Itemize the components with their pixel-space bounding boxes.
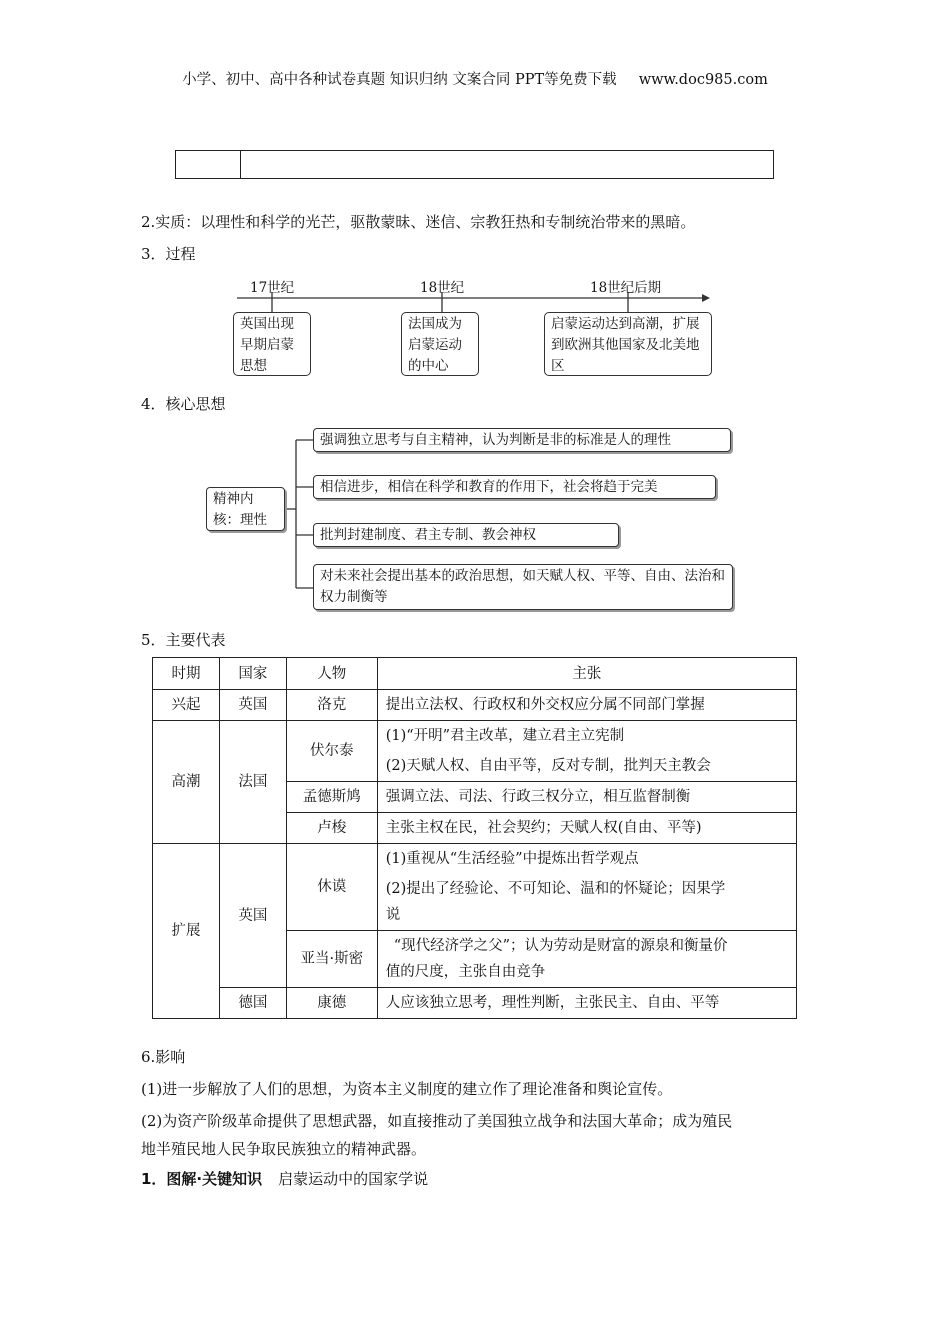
core-item-3: 批判封建制度、君主专制、教会神权 — [313, 523, 619, 547]
influence-title: 6.影响 — [141, 1048, 186, 1066]
essence-text: 2.实质：以理性和科学的光芒，驱散蒙昧、迷信、宗教狂热和专制统治带来的黑暗。 — [141, 213, 696, 231]
diagram-label: 1．图解·关键知识 — [141, 1170, 263, 1188]
period-cell: 高潮 — [153, 721, 220, 844]
person-cell: 卢梭 — [286, 813, 377, 844]
influence-p1: (1)进一步解放了人们的思想，为资本主义制度的建立作了理论准备和舆论宣传。 — [141, 1080, 673, 1098]
claim-cell — [377, 931, 796, 988]
person-cell: 伏尔泰 — [286, 721, 377, 782]
claim-cell: 主张主权在民，社会契约；天赋人权(自由、平等) — [377, 813, 796, 844]
claim-cell — [377, 721, 796, 782]
header-period: 时期 — [153, 658, 220, 690]
influence-p2a: (2)为资产阶级革命提供了思想武器，如直接推动了美国独立战争和法国大革命；成为殖民 — [141, 1112, 733, 1130]
country-cell: 德国 — [219, 988, 286, 1019]
core-root: 精神内核：理性 — [206, 487, 285, 531]
table-row — [153, 690, 797, 721]
header-country: 国家 — [219, 658, 286, 690]
table-header-row — [153, 658, 797, 690]
reps-title: 5．主要代表 — [141, 631, 226, 649]
table-row — [153, 844, 797, 931]
claim-line: (2)提出了经验论、不可知论、温和的怀疑论；因果学 — [385, 881, 726, 897]
claim-line: (2)天赋人权、自由平等，反对专制，批判天主教会 — [385, 758, 711, 774]
country-cell: 法国 — [219, 721, 286, 844]
table-row — [153, 988, 797, 1019]
core-item-4: 对未来社会提出基本的政治思想，如天赋人权、平等、自由、法治和权力制衡等 — [313, 564, 733, 610]
claim-line: (1)“开明”君主改革，建立君主立宪制 — [385, 728, 625, 744]
claim-cell — [377, 844, 796, 931]
period-cell: 扩展 — [153, 844, 220, 1019]
claim-line: (1)重视从“生活经验”中提炼出哲学观点 — [385, 851, 639, 867]
table-row — [153, 721, 797, 782]
timeline-box-3: 启蒙运动达到高潮，扩展到欧洲其他国家及北美地区 — [544, 312, 712, 376]
person-cell: 休谟 — [286, 844, 377, 931]
influence-p2b: 地半殖民地人民争取民族独立的精神武器。 — [141, 1140, 427, 1158]
person-cell: 亚当·斯密 — [286, 931, 377, 988]
claim-cell: 人应该独立思考，理性判断，主张民主、自由、平等 — [377, 988, 796, 1019]
core-item-1: 强调独立思考与自主精神，认为判断是非的标准是人的理性 — [313, 428, 731, 452]
person-cell: 康德 — [286, 988, 377, 1019]
timeline-box-2: 法国成为启蒙运动的中心 — [401, 312, 479, 376]
claim-line: 值的尺度，主张自由竞争 — [385, 964, 546, 980]
country-cell: 英国 — [219, 844, 286, 988]
diagram-text: 启蒙运动中的国家学说 — [278, 1170, 429, 1188]
person-cell: 孟德斯鸠 — [286, 782, 377, 813]
core-title: 4．核心思想 — [141, 395, 226, 413]
country-cell: 英国 — [219, 690, 286, 721]
header-claim: 主张 — [377, 658, 796, 690]
person-cell: 洛克 — [286, 690, 377, 721]
core-item-2: 相信进步，相信在科学和教育的作用下，社会将趋于完美 — [313, 475, 716, 499]
timeline-label-2: 18世纪 — [420, 280, 465, 296]
period-cell: 兴起 — [153, 690, 220, 721]
header-person: 人物 — [286, 658, 377, 690]
header-text: 小学、初中、高中各种试卷真题 知识归纳 文案合同 PPT等免费下载 — [182, 72, 617, 88]
claim-line: “现代经济学之父”；认为劳动是财富的源泉和衡量价 — [393, 938, 728, 954]
claim-cell: 提出立法权、行政权和外交权应分属不同部门掌握 — [377, 690, 796, 721]
timeline-label-3: 18世纪后期 — [590, 280, 662, 296]
claim-cell: 强调立法、司法、行政三权分立，相互监督制衡 — [377, 782, 796, 813]
process-title: 3．过程 — [141, 245, 196, 263]
diagram-heading — [141, 1168, 428, 1189]
timeline-label-1: 17世纪 — [250, 280, 295, 296]
claim-line: 说 — [385, 907, 401, 923]
timeline-box-1: 英国出现早期启蒙思想 — [233, 312, 311, 376]
representatives-table — [152, 657, 797, 1019]
header-site: www.doc985.com — [638, 72, 768, 88]
